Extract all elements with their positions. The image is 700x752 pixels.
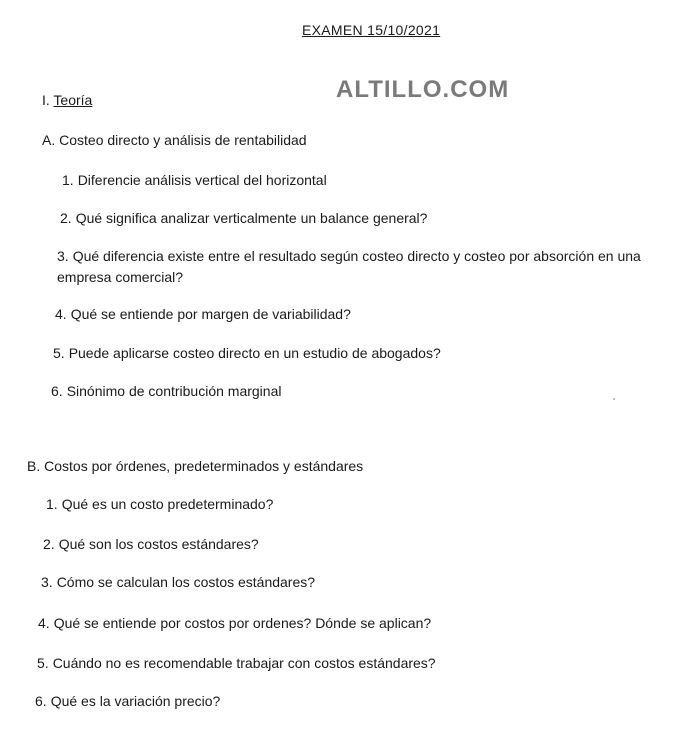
question-number: 3. [57, 248, 69, 264]
question-number: 5. [53, 345, 65, 361]
part-title: Teoría [53, 92, 93, 108]
question-a6 [51, 381, 281, 402]
question-text: Puede aplicarse costeo directo en un estudio de abogados? [68, 345, 441, 361]
section-b-title: B. Costos por órdenes, predeterminados y estándares [27, 458, 364, 474]
question-number: 1. [62, 172, 74, 188]
question-number: 3. [41, 574, 53, 590]
question-text: Diferencie análisis vertical del horizontal [77, 172, 327, 188]
watermark-logo: ALTILLO.COM [336, 76, 510, 103]
question-text: Sinónimo de contribución marginal [66, 383, 282, 399]
question-number: 5. [37, 655, 49, 671]
question-text: Qué son los costos estándares? [58, 536, 259, 552]
part-heading [42, 90, 92, 111]
exam-title: EXAMEN 15/10/2021 [302, 22, 441, 38]
question-number: 1. [46, 496, 58, 512]
question-number: 6. [51, 383, 63, 399]
question-a4 [55, 304, 351, 325]
question-text: Cuándo no es recomendable trabajar con costos estándares? [52, 655, 436, 671]
question-number: 6. [35, 693, 47, 709]
question-b4 [38, 613, 431, 634]
question-text: Qué es la variación precio? [50, 693, 221, 709]
question-a5 [53, 343, 441, 364]
scan-speck [613, 398, 615, 400]
question-text: Qué se entiende por margen de variabilidad? [70, 306, 351, 322]
question-number: 4. [55, 306, 67, 322]
question-text: Qué diferencia existe entre el resultado según costeo directo y costeo por absorción en una empresa comercial? [57, 248, 641, 285]
question-number: 4. [38, 615, 50, 631]
question-b5 [37, 653, 436, 674]
question-b6 [35, 691, 220, 712]
question-a1 [62, 170, 327, 191]
question-a2 [60, 208, 427, 229]
part-number: I. [42, 92, 50, 108]
question-number: 2. [43, 536, 55, 552]
section-a-title: A. Costeo directo y análisis de rentabilidad [42, 132, 307, 148]
question-text: Qué se entiende por costos por ordenes? Dónde se aplican? [53, 615, 432, 631]
question-text: Qué es un costo predeterminado? [61, 496, 274, 512]
question-number: 2. [60, 210, 72, 226]
question-b1 [46, 494, 273, 515]
question-text: Cómo se calculan los costos estándares? [56, 574, 316, 590]
question-text: Qué significa analizar verticalmente un balance general? [75, 210, 428, 226]
question-b3 [41, 572, 315, 593]
question-a3 [57, 246, 693, 288]
question-b2 [43, 534, 259, 555]
